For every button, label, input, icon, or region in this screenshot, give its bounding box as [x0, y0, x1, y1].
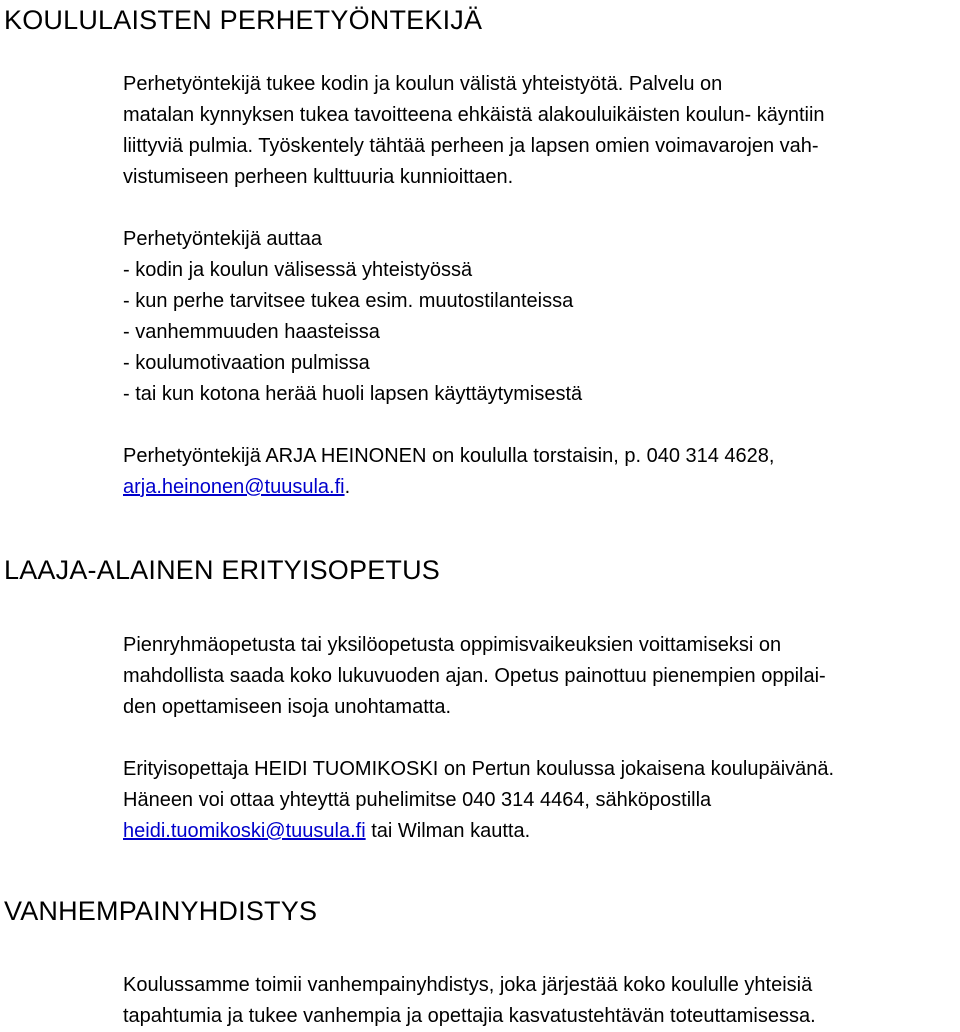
paragraph-line: tapahtumia ja tukee vanhempia ja opettajia kasvatustehtävän toteuttamisessa.: [123, 1005, 816, 1027]
email-suffix: tai Wilman kautta.: [365, 820, 531, 842]
email-suffix: .: [344, 476, 351, 498]
paragraph-line: vistumiseen perheen kulttuuria kunnioittaen.: [123, 166, 514, 188]
section-title-erityisopetus: LAAJA-ALAINEN ERITYISOPETUS: [4, 555, 441, 585]
contact-email-line: [123, 472, 958, 503]
list-item: - vanhemmuuden haasteissa: [123, 321, 380, 343]
section-title-vanhempainyhdistys: VANHEMPAINYHDISTYS: [4, 896, 318, 926]
contact-line: Erityisopettaja HEIDI TUOMIKOSKI on Pertun koulussa jokaisena koulupäivänä.: [123, 758, 835, 780]
list-item: - koulumotivaation pulmissa: [123, 352, 370, 374]
section-perhetyontekija-body: [123, 69, 958, 503]
list-item: - kodin ja koulun välisessä yhteistyössä: [123, 259, 473, 281]
paragraph-line: mahdollista saada koko lukuvuoden ajan. Opetus painottuu pienempien oppilai-: [123, 665, 826, 687]
list-intro: Perhetyöntekijä auttaa: [123, 228, 323, 250]
section-title-perhetyontekija: KOULULAISTEN PERHETYÖNTEKIJÄ: [4, 5, 483, 35]
email-link-heidi-tuomikoski[interactable]: heidi.tuomikoski@tuusula.fi: [123, 820, 366, 842]
list-item: - kun perhe tarvitsee tukea esim. muutostilanteissa: [123, 290, 574, 312]
section-vanhempainyhdistys-body: [123, 970, 958, 1032]
paragraph-line: den opettamiseen isoja unohtamatta.: [123, 696, 451, 718]
section-erityisopetus-body: [123, 630, 958, 847]
paragraph-line: liittyviä pulmia. Työskentely tähtää perheen ja lapsen omien voimavarojen vah-: [123, 135, 819, 157]
paragraph-line: Perhetyöntekijä tukee kodin ja koulun välistä yhteistyötä. Palvelu on: [123, 73, 723, 95]
contact-line: Perhetyöntekijä ARJA HEINONEN on koululla torstaisin, p. 040 314 4628,: [123, 445, 775, 467]
paragraph-line: matalan kynnyksen tukea tavoitteena ehkäistä alakouluikäisten koulun- käyntiin: [123, 104, 825, 126]
paragraph-line: Koulussamme toimii vanhempainyhdistys, joka järjestää koko koululle yhteisiä: [123, 974, 813, 996]
paragraph-line: Pienryhmäopetusta tai yksilöopetusta oppimisvaikeuksien voittamiseksi on: [123, 634, 782, 656]
contact-email-line: [123, 816, 958, 847]
email-link-arja-heinonen[interactable]: arja.heinonen@tuusula.fi: [123, 476, 345, 498]
list-item: - tai kun kotona herää huoli lapsen käyttäytymisestä: [123, 383, 583, 405]
contact-line: Häneen voi ottaa yhteyttä puhelimitse 040 314 4464, sähköpostilla: [123, 789, 712, 811]
